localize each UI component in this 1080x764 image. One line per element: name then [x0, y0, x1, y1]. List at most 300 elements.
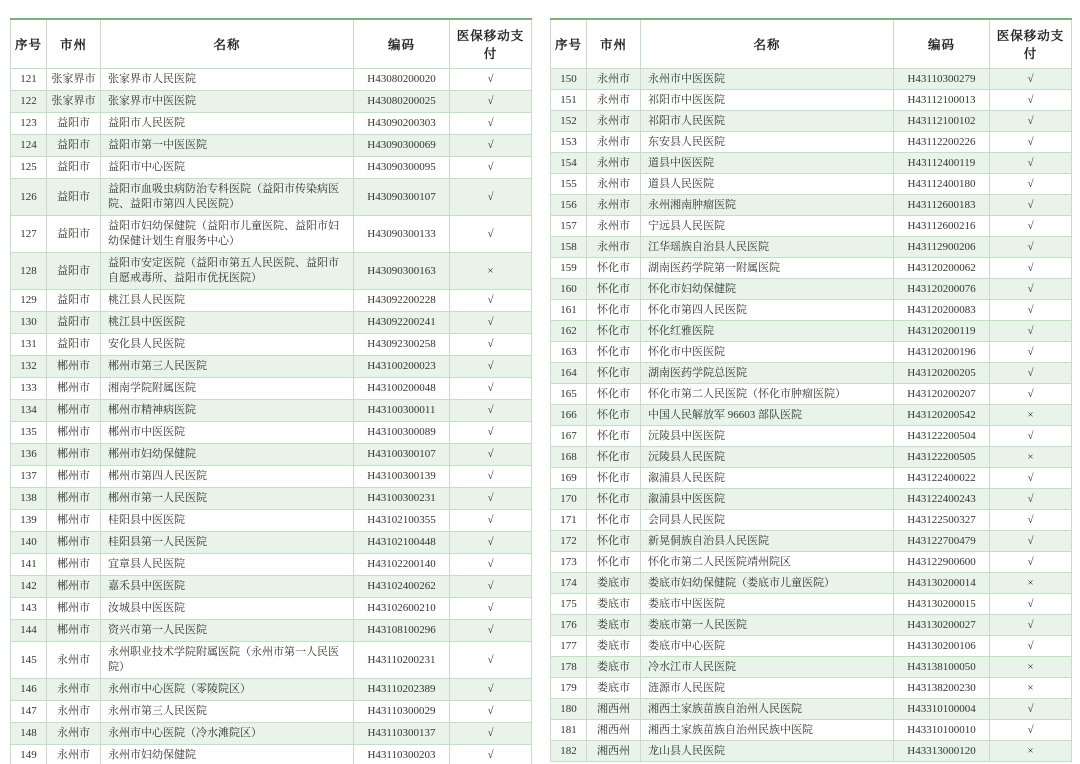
- table-row: [11, 378, 532, 400]
- cell-name: 娄底市中医医院: [641, 594, 894, 615]
- cell-city: 益阳市: [47, 312, 101, 334]
- cell-name: 湖南医药学院总医院: [641, 363, 894, 384]
- col-payment: 医保移动支付: [990, 19, 1072, 69]
- cell-name: 益阳市第一中医医院: [101, 135, 354, 157]
- cell-code: H43122400243: [894, 489, 990, 510]
- cell-code: H43110200231: [354, 642, 450, 679]
- cell-city: 娄底市: [587, 678, 641, 699]
- table-row: [551, 384, 1072, 405]
- cell-payment: √: [990, 552, 1072, 573]
- cell-code: H43120200207: [894, 384, 990, 405]
- cell-name: 益阳市人民医院: [101, 113, 354, 135]
- cell-city: 怀化市: [587, 447, 641, 468]
- cell-seq: 149: [11, 745, 47, 764]
- cell-seq: 124: [11, 135, 47, 157]
- cell-city: 永州市: [587, 153, 641, 174]
- cell-city: 娄底市: [587, 636, 641, 657]
- cell-seq: 160: [551, 279, 587, 300]
- cell-payment: √: [990, 90, 1072, 111]
- cell-name: 道县人民医院: [641, 174, 894, 195]
- cell-payment: √: [990, 132, 1072, 153]
- cell-seq: 169: [551, 468, 587, 489]
- cell-payment: √: [450, 312, 532, 334]
- cell-seq: 162: [551, 321, 587, 342]
- cell-payment: √: [990, 594, 1072, 615]
- table-row: [551, 447, 1072, 468]
- cell-seq: 179: [551, 678, 587, 699]
- cell-payment: √: [450, 91, 532, 113]
- cell-city: 娄底市: [587, 573, 641, 594]
- table-row: [551, 363, 1072, 384]
- col-seq: 序号: [11, 19, 47, 69]
- cell-code: H43122900600: [894, 552, 990, 573]
- cell-city: 怀化市: [587, 342, 641, 363]
- cell-payment: ×: [990, 405, 1072, 426]
- cell-payment: √: [990, 720, 1072, 741]
- cell-payment: √: [450, 576, 532, 598]
- table-row: [11, 253, 532, 290]
- cell-code: H43108100296: [354, 620, 450, 642]
- cell-seq: 147: [11, 701, 47, 723]
- cell-code: H43092200241: [354, 312, 450, 334]
- table-row: [11, 135, 532, 157]
- table-row: [11, 723, 532, 745]
- cell-payment: √: [450, 620, 532, 642]
- cell-code: H43120200076: [894, 279, 990, 300]
- cell-city: 郴州市: [47, 466, 101, 488]
- cell-seq: 130: [11, 312, 47, 334]
- table-row: [11, 179, 532, 216]
- cell-name: 沅陵县人民医院: [641, 447, 894, 468]
- cell-city: 永州市: [587, 132, 641, 153]
- cell-seq: 140: [11, 532, 47, 554]
- cell-seq: 131: [11, 334, 47, 356]
- hospital-table-right: [550, 18, 1072, 762]
- table-row: [551, 132, 1072, 153]
- cell-seq: 175: [551, 594, 587, 615]
- cell-name: 张家界市中医医院: [101, 91, 354, 113]
- cell-seq: 181: [551, 720, 587, 741]
- cell-payment: ×: [450, 253, 532, 290]
- cell-code: H43130200027: [894, 615, 990, 636]
- cell-name: 江华瑶族自治县人民医院: [641, 237, 894, 258]
- cell-seq: 127: [11, 216, 47, 253]
- cell-city: 永州市: [47, 679, 101, 701]
- cell-city: 怀化市: [587, 405, 641, 426]
- cell-city: 怀化市: [587, 510, 641, 531]
- col-seq: 序号: [551, 19, 587, 69]
- cell-city: 郴州市: [47, 620, 101, 642]
- cell-name: 永州市中心医院（零陵院区）: [101, 679, 354, 701]
- cell-code: H43122700479: [894, 531, 990, 552]
- cell-code: H43110300137: [354, 723, 450, 745]
- cell-city: 郴州市: [47, 598, 101, 620]
- table-row: [551, 699, 1072, 720]
- cell-payment: ×: [990, 573, 1072, 594]
- cell-name: 新晃侗族自治县人民医院: [641, 531, 894, 552]
- cell-name: 溆浦县人民医院: [641, 468, 894, 489]
- cell-seq: 146: [11, 679, 47, 701]
- cell-payment: √: [450, 290, 532, 312]
- table-row: [11, 91, 532, 113]
- table-row: [551, 510, 1072, 531]
- cell-payment: √: [450, 216, 532, 253]
- cell-city: 益阳市: [47, 179, 101, 216]
- table-row: [11, 400, 532, 422]
- table-row: [11, 576, 532, 598]
- cell-seq: 145: [11, 642, 47, 679]
- cell-code: H43120200062: [894, 258, 990, 279]
- cell-seq: 141: [11, 554, 47, 576]
- cell-code: H43102600210: [354, 598, 450, 620]
- cell-payment: √: [450, 356, 532, 378]
- cell-name: 怀化市第二人民医院靖州院区: [641, 552, 894, 573]
- table-row: [551, 111, 1072, 132]
- cell-code: H43310100010: [894, 720, 990, 741]
- cell-code: H43090300107: [354, 179, 450, 216]
- cell-city: 郴州市: [47, 400, 101, 422]
- table-row: [11, 679, 532, 701]
- cell-payment: √: [450, 745, 532, 764]
- cell-seq: 143: [11, 598, 47, 620]
- cell-code: H43100200023: [354, 356, 450, 378]
- col-payment: 医保移动支付: [450, 19, 532, 69]
- cell-name: 永州湘南肿瘤医院: [641, 195, 894, 216]
- cell-payment: √: [990, 216, 1072, 237]
- cell-payment: √: [450, 378, 532, 400]
- table-header: [551, 19, 1072, 69]
- cell-payment: √: [990, 195, 1072, 216]
- cell-code: H43138100050: [894, 657, 990, 678]
- cell-code: H43110300203: [354, 745, 450, 764]
- cell-city: 永州市: [587, 216, 641, 237]
- cell-payment: √: [450, 135, 532, 157]
- cell-seq: 133: [11, 378, 47, 400]
- cell-city: 永州市: [47, 723, 101, 745]
- cell-payment: √: [990, 258, 1072, 279]
- cell-name: 益阳市安定医院（益阳市第五人民医院、益阳市自愿戒毒所、益阳市优抚医院）: [101, 253, 354, 290]
- table-row: [551, 174, 1072, 195]
- cell-payment: √: [990, 489, 1072, 510]
- cell-payment: √: [990, 69, 1072, 90]
- cell-code: H43092200228: [354, 290, 450, 312]
- table-row: [11, 444, 532, 466]
- cell-code: H43100300139: [354, 466, 450, 488]
- cell-payment: √: [990, 384, 1072, 405]
- cell-name: 祁阳市人民医院: [641, 111, 894, 132]
- table-row: [551, 321, 1072, 342]
- cell-name: 永州市妇幼保健院: [101, 745, 354, 764]
- cell-name: 怀化市第四人民医院: [641, 300, 894, 321]
- cell-name: 溆浦县中医医院: [641, 489, 894, 510]
- cell-payment: √: [450, 69, 532, 91]
- cell-city: 怀化市: [587, 426, 641, 447]
- cell-seq: 172: [551, 531, 587, 552]
- cell-city: 永州市: [47, 701, 101, 723]
- table-row: [551, 237, 1072, 258]
- cell-name: 中国人民解放军 96603 部队医院: [641, 405, 894, 426]
- cell-payment: √: [990, 321, 1072, 342]
- table-row: [551, 573, 1072, 594]
- cell-code: H43100300011: [354, 400, 450, 422]
- cell-city: 益阳市: [47, 113, 101, 135]
- cell-payment: √: [450, 488, 532, 510]
- cell-code: H43130200014: [894, 573, 990, 594]
- cell-payment: √: [450, 334, 532, 356]
- cell-code: H43112600183: [894, 195, 990, 216]
- table-row: [551, 153, 1072, 174]
- table-row: [11, 312, 532, 334]
- cell-seq: 122: [11, 91, 47, 113]
- cell-seq: 157: [551, 216, 587, 237]
- cell-code: H43080200020: [354, 69, 450, 91]
- cell-city: 永州市: [47, 642, 101, 679]
- cell-city: 怀化市: [587, 300, 641, 321]
- cell-city: 怀化市: [587, 468, 641, 489]
- cell-payment: ×: [990, 741, 1072, 762]
- cell-city: 益阳市: [47, 290, 101, 312]
- cell-seq: 135: [11, 422, 47, 444]
- cell-code: H43112100102: [894, 111, 990, 132]
- cell-payment: √: [450, 113, 532, 135]
- col-city: 市州: [47, 19, 101, 69]
- cell-seq: 121: [11, 69, 47, 91]
- table-row: [11, 701, 532, 723]
- table-row: [11, 745, 532, 764]
- cell-city: 永州市: [587, 174, 641, 195]
- cell-name: 宜章县人民医院: [101, 554, 354, 576]
- cell-payment: √: [450, 510, 532, 532]
- table-row: [551, 405, 1072, 426]
- cell-payment: √: [450, 642, 532, 679]
- cell-seq: 152: [551, 111, 587, 132]
- cell-name: 龙山县人民医院: [641, 741, 894, 762]
- table-row: [551, 216, 1072, 237]
- cell-name: 湘西土家族苗族自治州人民医院: [641, 699, 894, 720]
- cell-city: 娄底市: [587, 657, 641, 678]
- cell-seq: 129: [11, 290, 47, 312]
- cell-city: 怀化市: [587, 279, 641, 300]
- cell-city: 益阳市: [47, 216, 101, 253]
- cell-payment: √: [990, 237, 1072, 258]
- cell-city: 湘西州: [587, 720, 641, 741]
- cell-city: 永州市: [587, 69, 641, 90]
- cell-payment: √: [990, 531, 1072, 552]
- col-name: 名称: [641, 19, 894, 69]
- cell-code: H43090200303: [354, 113, 450, 135]
- cell-payment: √: [450, 532, 532, 554]
- table-row: [11, 554, 532, 576]
- cell-name: 永州市中心医院（冷水滩院区）: [101, 723, 354, 745]
- cell-city: 怀化市: [587, 489, 641, 510]
- col-code: 编码: [894, 19, 990, 69]
- cell-city: 益阳市: [47, 334, 101, 356]
- cell-name: 怀化市妇幼保健院: [641, 279, 894, 300]
- table-row: [551, 258, 1072, 279]
- cell-name: 资兴市第一人民医院: [101, 620, 354, 642]
- table-row: [551, 69, 1072, 90]
- cell-city: 张家界市: [47, 91, 101, 113]
- cell-name: 郴州市中医医院: [101, 422, 354, 444]
- cell-city: 怀化市: [587, 321, 641, 342]
- cell-code: H43090300069: [354, 135, 450, 157]
- table-row: [551, 594, 1072, 615]
- cell-code: H43112200226: [894, 132, 990, 153]
- table-row: [551, 741, 1072, 762]
- cell-city: 郴州市: [47, 488, 101, 510]
- table-row: [11, 466, 532, 488]
- cell-name: 桃江县中医医院: [101, 312, 354, 334]
- cell-seq: 166: [551, 405, 587, 426]
- cell-name: 桂阳县第一人民医院: [101, 532, 354, 554]
- cell-code: H43122200504: [894, 426, 990, 447]
- cell-code: H43130200015: [894, 594, 990, 615]
- cell-code: H43110300029: [354, 701, 450, 723]
- cell-name: 涟源市人民医院: [641, 678, 894, 699]
- table-row: [551, 720, 1072, 741]
- cell-name: 永州职业技术学院附属医院（永州市第一人民医院）: [101, 642, 354, 679]
- table-row: [551, 300, 1072, 321]
- cell-code: H43112400180: [894, 174, 990, 195]
- col-city: 市州: [587, 19, 641, 69]
- table-row: [11, 69, 532, 91]
- cell-name: 东安县人民医院: [641, 132, 894, 153]
- cell-name: 益阳市妇幼保健院（益阳市儿童医院、益阳市妇幼保健计划生育服务中心）: [101, 216, 354, 253]
- cell-name: 永州市第三人民医院: [101, 701, 354, 723]
- cell-payment: √: [990, 153, 1072, 174]
- cell-city: 怀化市: [587, 363, 641, 384]
- table-row: [11, 216, 532, 253]
- cell-city: 永州市: [587, 237, 641, 258]
- table-row: [11, 356, 532, 378]
- cell-city: 郴州市: [47, 444, 101, 466]
- table-body: [551, 69, 1072, 762]
- cell-seq: 123: [11, 113, 47, 135]
- cell-payment: √: [450, 400, 532, 422]
- cell-code: H43100300089: [354, 422, 450, 444]
- cell-seq: 182: [551, 741, 587, 762]
- cell-city: 永州市: [47, 745, 101, 764]
- cell-payment: √: [990, 510, 1072, 531]
- cell-seq: 136: [11, 444, 47, 466]
- cell-city: 益阳市: [47, 253, 101, 290]
- cell-name: 宁远县人民医院: [641, 216, 894, 237]
- cell-code: H43120200205: [894, 363, 990, 384]
- cell-city: 郴州市: [47, 554, 101, 576]
- cell-city: 益阳市: [47, 135, 101, 157]
- cell-seq: 151: [551, 90, 587, 111]
- cell-code: H43102100448: [354, 532, 450, 554]
- cell-seq: 134: [11, 400, 47, 422]
- cell-seq: 155: [551, 174, 587, 195]
- cell-seq: 164: [551, 363, 587, 384]
- cell-code: H43112100013: [894, 90, 990, 111]
- cell-payment: √: [450, 701, 532, 723]
- table-header: [11, 19, 532, 69]
- cell-name: 会同县人民医院: [641, 510, 894, 531]
- cell-code: H43092300258: [354, 334, 450, 356]
- cell-city: 永州市: [587, 111, 641, 132]
- cell-seq: 178: [551, 657, 587, 678]
- cell-seq: 132: [11, 356, 47, 378]
- cell-name: 郴州市精神病医院: [101, 400, 354, 422]
- col-code: 编码: [354, 19, 450, 69]
- cell-code: H43100300107: [354, 444, 450, 466]
- cell-name: 郴州市妇幼保健院: [101, 444, 354, 466]
- cell-payment: √: [990, 300, 1072, 321]
- cell-name: 冷水江市人民医院: [641, 657, 894, 678]
- cell-city: 娄底市: [587, 615, 641, 636]
- cell-city: 益阳市: [47, 157, 101, 179]
- cell-payment: √: [990, 699, 1072, 720]
- cell-code: H43102100355: [354, 510, 450, 532]
- table-row: [551, 552, 1072, 573]
- cell-name: 祁阳市中医医院: [641, 90, 894, 111]
- cell-payment: √: [990, 615, 1072, 636]
- cell-payment: √: [450, 679, 532, 701]
- cell-code: H43100200048: [354, 378, 450, 400]
- cell-city: 怀化市: [587, 531, 641, 552]
- cell-payment: √: [990, 174, 1072, 195]
- cell-city: 永州市: [587, 90, 641, 111]
- cell-city: 郴州市: [47, 422, 101, 444]
- cell-seq: 150: [551, 69, 587, 90]
- cell-payment: √: [450, 157, 532, 179]
- cell-seq: 158: [551, 237, 587, 258]
- cell-code: H43310100004: [894, 699, 990, 720]
- cell-name: 怀化红雅医院: [641, 321, 894, 342]
- table-row: [11, 334, 532, 356]
- cell-seq: 128: [11, 253, 47, 290]
- cell-city: 郴州市: [47, 378, 101, 400]
- cell-city: 怀化市: [587, 384, 641, 405]
- cell-name: 怀化市第二人民医院（怀化市肿瘤医院）: [641, 384, 894, 405]
- cell-code: H43122200505: [894, 447, 990, 468]
- cell-seq: 125: [11, 157, 47, 179]
- cell-name: 娄底市妇幼保健院（娄底市儿童医院）: [641, 573, 894, 594]
- cell-seq: 167: [551, 426, 587, 447]
- col-name: 名称: [101, 19, 354, 69]
- table-row: [551, 615, 1072, 636]
- hospital-table-left: [10, 18, 532, 764]
- cell-seq: 139: [11, 510, 47, 532]
- table-row: [551, 489, 1072, 510]
- cell-code: H43112400119: [894, 153, 990, 174]
- cell-seq: 171: [551, 510, 587, 531]
- cell-seq: 161: [551, 300, 587, 321]
- cell-city: 张家界市: [47, 69, 101, 91]
- cell-payment: ×: [990, 678, 1072, 699]
- cell-name: 嘉禾县中医医院: [101, 576, 354, 598]
- cell-seq: 173: [551, 552, 587, 573]
- table-row: [551, 90, 1072, 111]
- table-row: [11, 157, 532, 179]
- cell-name: 湘西土家族苗族自治州民族中医院: [641, 720, 894, 741]
- table-row: [11, 532, 532, 554]
- cell-seq: 163: [551, 342, 587, 363]
- table-body: [11, 69, 532, 764]
- cell-seq: 142: [11, 576, 47, 598]
- cell-city: 郴州市: [47, 510, 101, 532]
- cell-name: 桃江县人民医院: [101, 290, 354, 312]
- cell-seq: 174: [551, 573, 587, 594]
- cell-payment: √: [990, 111, 1072, 132]
- cell-name: 益阳市血吸虫病防治专科医院（益阳市传染病医院、益阳市第四人民医院）: [101, 179, 354, 216]
- cell-seq: 180: [551, 699, 587, 720]
- table-row: [551, 279, 1072, 300]
- cell-seq: 156: [551, 195, 587, 216]
- table-row: [11, 422, 532, 444]
